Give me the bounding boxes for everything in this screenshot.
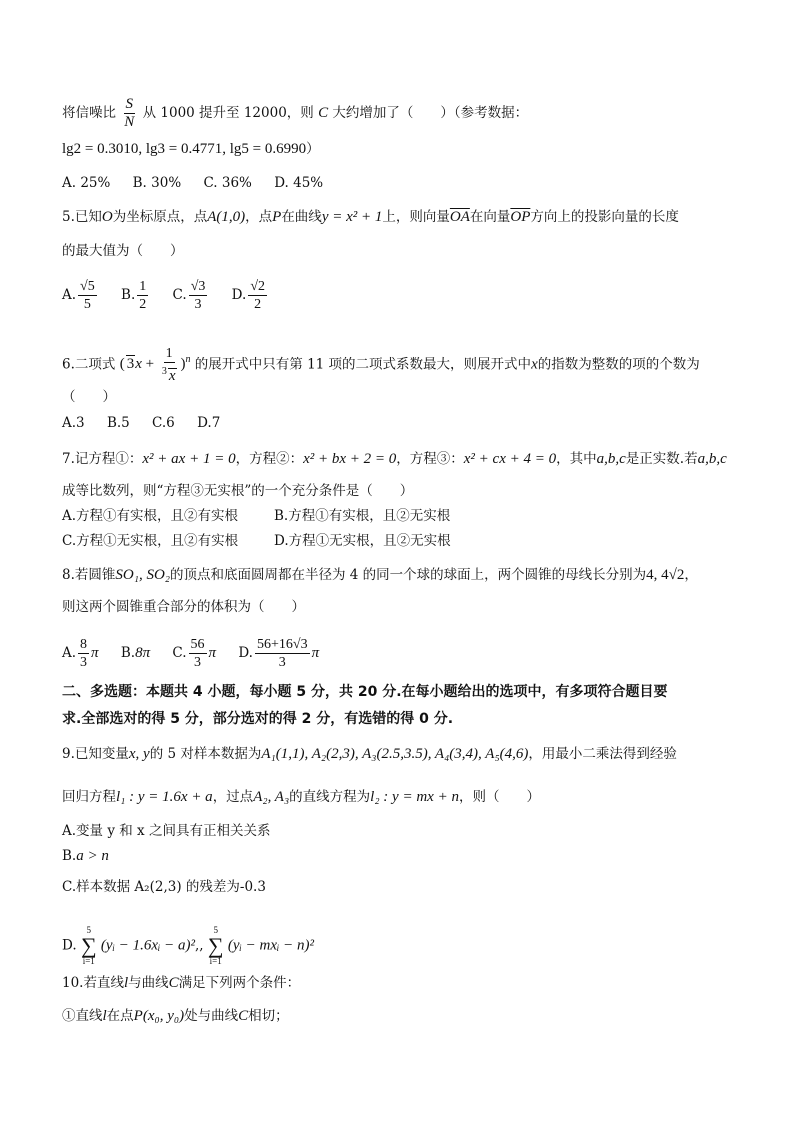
q6-t1: 6.二项式	[62, 356, 116, 373]
q8-d-pi: π	[311, 645, 320, 661]
q5-t7: 方向上的投影向量的长度	[530, 209, 679, 225]
q9-t7: ，则（ ）	[458, 789, 540, 805]
q4-ref-close: ）	[306, 141, 320, 157]
q5-t4: 在曲线	[281, 209, 322, 225]
q9-l1: l₁ : y = 1.6x + a	[116, 789, 213, 805]
q10-l2: l	[102, 1008, 107, 1024]
q9-t1: 9.已知变量	[62, 746, 129, 762]
q5-b-label: B.	[121, 287, 136, 303]
q9-b-label: B.	[62, 848, 77, 864]
q5-b-den: 2	[139, 297, 147, 312]
q10-line1	[62, 974, 300, 992]
q10-point: P(x₀, y₀)	[133, 1008, 185, 1024]
q4-text-c: 大约增加了（ ）（参考数据：	[332, 105, 529, 121]
snr-fraction	[122, 96, 136, 131]
q8-option-c	[172, 636, 216, 671]
q7-abc2: a,b,c	[697, 451, 727, 467]
q4-line2	[62, 140, 320, 158]
q8-c-num: 56	[190, 637, 205, 652]
q7-line1	[62, 450, 727, 468]
q8-t3: ，	[684, 567, 698, 583]
q9-t2: 的 5 对样本数据为	[149, 746, 262, 762]
q5-curve: y = x² + 1	[321, 209, 383, 225]
q9-option-b	[62, 847, 109, 865]
q4-text-a: 将信噪比	[62, 105, 116, 121]
q6-t3: 的指数为整数的项的个数为	[537, 356, 700, 373]
q5-t6: 在向量	[469, 209, 511, 225]
q7-option-d: D.方程①无实根，且②无实根	[274, 533, 451, 549]
q8-c-label: C.	[172, 645, 187, 661]
q4-option-b: B. 30%	[132, 175, 182, 191]
q5-c-den: 3	[194, 297, 202, 312]
q5-line2: 的最大值为（ ）	[62, 243, 184, 259]
q9-option-c: C.样本数据 A₂(2,3) 的残差为-0.3	[62, 879, 266, 895]
q6-option-d: D.7	[197, 415, 221, 431]
q4-option-d: D. 45%	[274, 175, 324, 191]
vector-op: $\overline{OP}$	[510, 209, 531, 225]
q9-l2: l₂ : y = mx + n	[370, 789, 459, 805]
q5-a-num: √5	[80, 279, 95, 294]
q4-option-a: A. 25%	[62, 175, 111, 191]
sigma2-top: 5	[213, 925, 218, 935]
q5-t1: 5.已知	[62, 209, 102, 225]
q8-option-a	[62, 636, 99, 671]
binomial-expression: ( 3x + $\frac{1}{^3 x}$ )$^n$	[119, 346, 191, 384]
q7-line2: 成等比数列，则“方程③无实根”的一个充分条件是（ ）	[62, 483, 414, 499]
q4-line1	[62, 96, 528, 131]
q4-options	[62, 174, 341, 192]
q5-d-den: 2	[254, 297, 262, 312]
q9-xy: x, y	[128, 746, 150, 762]
q5-a-label: A.	[62, 287, 77, 303]
vector-oa: $\overline{OA}$	[449, 209, 470, 225]
frac-num: S	[125, 96, 134, 112]
q7-t3: ，方程③：	[396, 451, 464, 467]
q9-option-a: A.变量 y 和 x 之间具有正相关关系	[62, 823, 271, 839]
q8-option-d	[238, 636, 319, 671]
q8-t2: 的顶点和底面圆周都在半径为 4 的同一个球的球面上，两个圆锥的母线长分别为	[170, 567, 647, 583]
q9-option-d	[62, 925, 314, 967]
q4-var-c: C	[318, 105, 329, 121]
q9-line2	[62, 788, 540, 806]
q4-option-c: C. 36%	[203, 175, 252, 191]
q7-options-row2	[62, 532, 451, 550]
q5-t3: ，点	[245, 209, 273, 225]
q8-c-pi: π	[208, 645, 217, 661]
q6-option-b: B.5	[106, 415, 130, 431]
q6-line1	[62, 345, 700, 385]
q8-b-text: 8π	[135, 645, 151, 661]
q10-t7: 相切；	[248, 1008, 289, 1024]
q10-t1: 10.若直线	[62, 975, 124, 991]
sigma2-bottom: i=1	[209, 956, 222, 966]
sigma-2: 5 ∑ i=1	[207, 925, 224, 966]
q9-a2a3: A₂, A₃	[253, 789, 290, 805]
q8-a-num: 8	[80, 637, 88, 652]
q8-a-den: 3	[80, 655, 88, 670]
section2-heading-line2: 求.全部选对的得 5 分，部分选对的得 2 分，有选错的得 0 分.	[62, 711, 454, 727]
q10-t6: 处与曲线	[184, 1008, 239, 1024]
q5-point-a: A(1,0)	[207, 209, 246, 225]
q7-t5: 是正实数.若	[625, 451, 698, 467]
q5-t2: 为坐标原点，点	[112, 209, 208, 225]
frac-den: N	[124, 114, 135, 130]
q5-options	[62, 278, 287, 313]
q7-options-row1	[62, 507, 450, 525]
q10-c: C	[168, 975, 179, 991]
q6-x: x	[531, 356, 538, 373]
q5-o: O	[101, 209, 113, 225]
q8-d-den: 3	[278, 655, 286, 670]
q10-l: l	[123, 975, 129, 991]
q8-b-label: B.	[120, 645, 136, 661]
q6-option-c: C.6	[152, 415, 175, 431]
q7-eq1: x² + ax + 1 = 0	[142, 451, 236, 467]
q9-b-text: a > n	[76, 848, 109, 864]
q10-t5: 在点	[106, 1008, 134, 1024]
q9-t5: ，过点	[212, 789, 254, 805]
q8-a-pi: π	[91, 645, 99, 661]
q7-option-c: C.方程①无实根，且②有实根	[62, 533, 239, 549]
q6-options	[62, 414, 238, 432]
q10-t2: 与曲线	[128, 975, 169, 991]
q5-option-d	[232, 278, 269, 313]
q9-t6: 的直线方程为	[289, 789, 371, 805]
q9-t3: ，用最小二乘法得到经验	[528, 746, 677, 762]
q6-paren: （ ）	[62, 389, 116, 405]
q4-reference-data: lg2 = 0.3010, lg3 = 0.4771, lg5 = 0.6990	[62, 141, 307, 157]
q10-t3: 满足下列两个条件：	[178, 975, 301, 991]
q5-option-a	[62, 278, 99, 313]
q9-line1	[62, 745, 677, 763]
q7-abc: a,b,c	[596, 451, 626, 467]
q5-p: P	[272, 209, 282, 225]
q5-t5: 上，则向量	[382, 209, 450, 225]
q8-a-label: A.	[62, 645, 77, 661]
sigma-1: 5 ∑ i=1	[80, 925, 97, 966]
q9-d-rel: ,,	[194, 937, 204, 954]
q8-options	[62, 636, 337, 671]
q4-text-b: 从 1000 提升至 12000，则	[142, 105, 314, 121]
q10-line2	[62, 1007, 289, 1025]
q8-cones: SO₁, SO₂	[115, 567, 170, 583]
q7-t2: ，方程②：	[235, 451, 304, 467]
q5-a-den: 5	[83, 297, 91, 312]
q8-lengths: 4, 4√2	[646, 567, 685, 583]
sigma1-bottom: i=1	[82, 956, 95, 966]
q9-d-label: D.	[62, 937, 77, 954]
q5-d-label: D.	[231, 287, 247, 303]
q9-d-expr2: (yᵢ − mxᵢ − n)²	[227, 937, 314, 954]
q8-d-label: D.	[238, 645, 253, 661]
section2-heading-line1: 二、多选题：本题共 4 小题，每小题 5 分，共 20 分.在每小题给出的选项中，有多项符合题目要	[62, 684, 668, 700]
q5-option-c	[173, 278, 210, 313]
q7-t1: 7.记方程①：	[62, 451, 143, 467]
q7-option-b: B.方程①有实根，且②无实根	[274, 508, 451, 524]
q7-option-a: A.方程①有实根，且②有实根	[62, 508, 239, 524]
q6-option-a: A.3	[62, 415, 85, 431]
q9-t4: 回归方程	[62, 789, 116, 805]
q5-line1	[62, 208, 679, 226]
q5-c-label: C.	[172, 287, 187, 303]
q5-option-b	[121, 278, 150, 313]
q8-option-b	[121, 644, 150, 662]
q6-t2: 的展开式中只有第 11 项的二项式系数最大，则展开式中	[194, 356, 532, 373]
q5-b-num: 1	[139, 279, 147, 294]
q8-c-den: 3	[194, 655, 202, 670]
q9-d-expr1: (yᵢ − 1.6xᵢ − a)²	[100, 937, 195, 954]
q7-eq2: x² + bx + 2 = 0	[303, 451, 397, 467]
q9-points: A₁(1,1), A₂(2,3), A₃(2.5,3.5), A₄(3,4), A₅(4,6)	[261, 746, 529, 762]
q10-c2: C	[238, 1008, 249, 1024]
q8-d-num: 56+16√3	[256, 637, 308, 652]
q5-c-num: √3	[190, 279, 206, 294]
q10-t4: ①直线	[62, 1008, 103, 1024]
q8-t1: 8.若圆锥	[62, 567, 116, 583]
q7-t4: ，其中	[556, 451, 597, 467]
q8-line2: 则这两个圆锥重合部分的体积为（ ）	[62, 599, 305, 615]
sigma1-top: 5	[86, 925, 92, 935]
q8-line1	[62, 566, 698, 584]
q5-d-num: √2	[250, 279, 265, 294]
q7-eq3: x² + cx + 4 = 0	[463, 451, 557, 467]
